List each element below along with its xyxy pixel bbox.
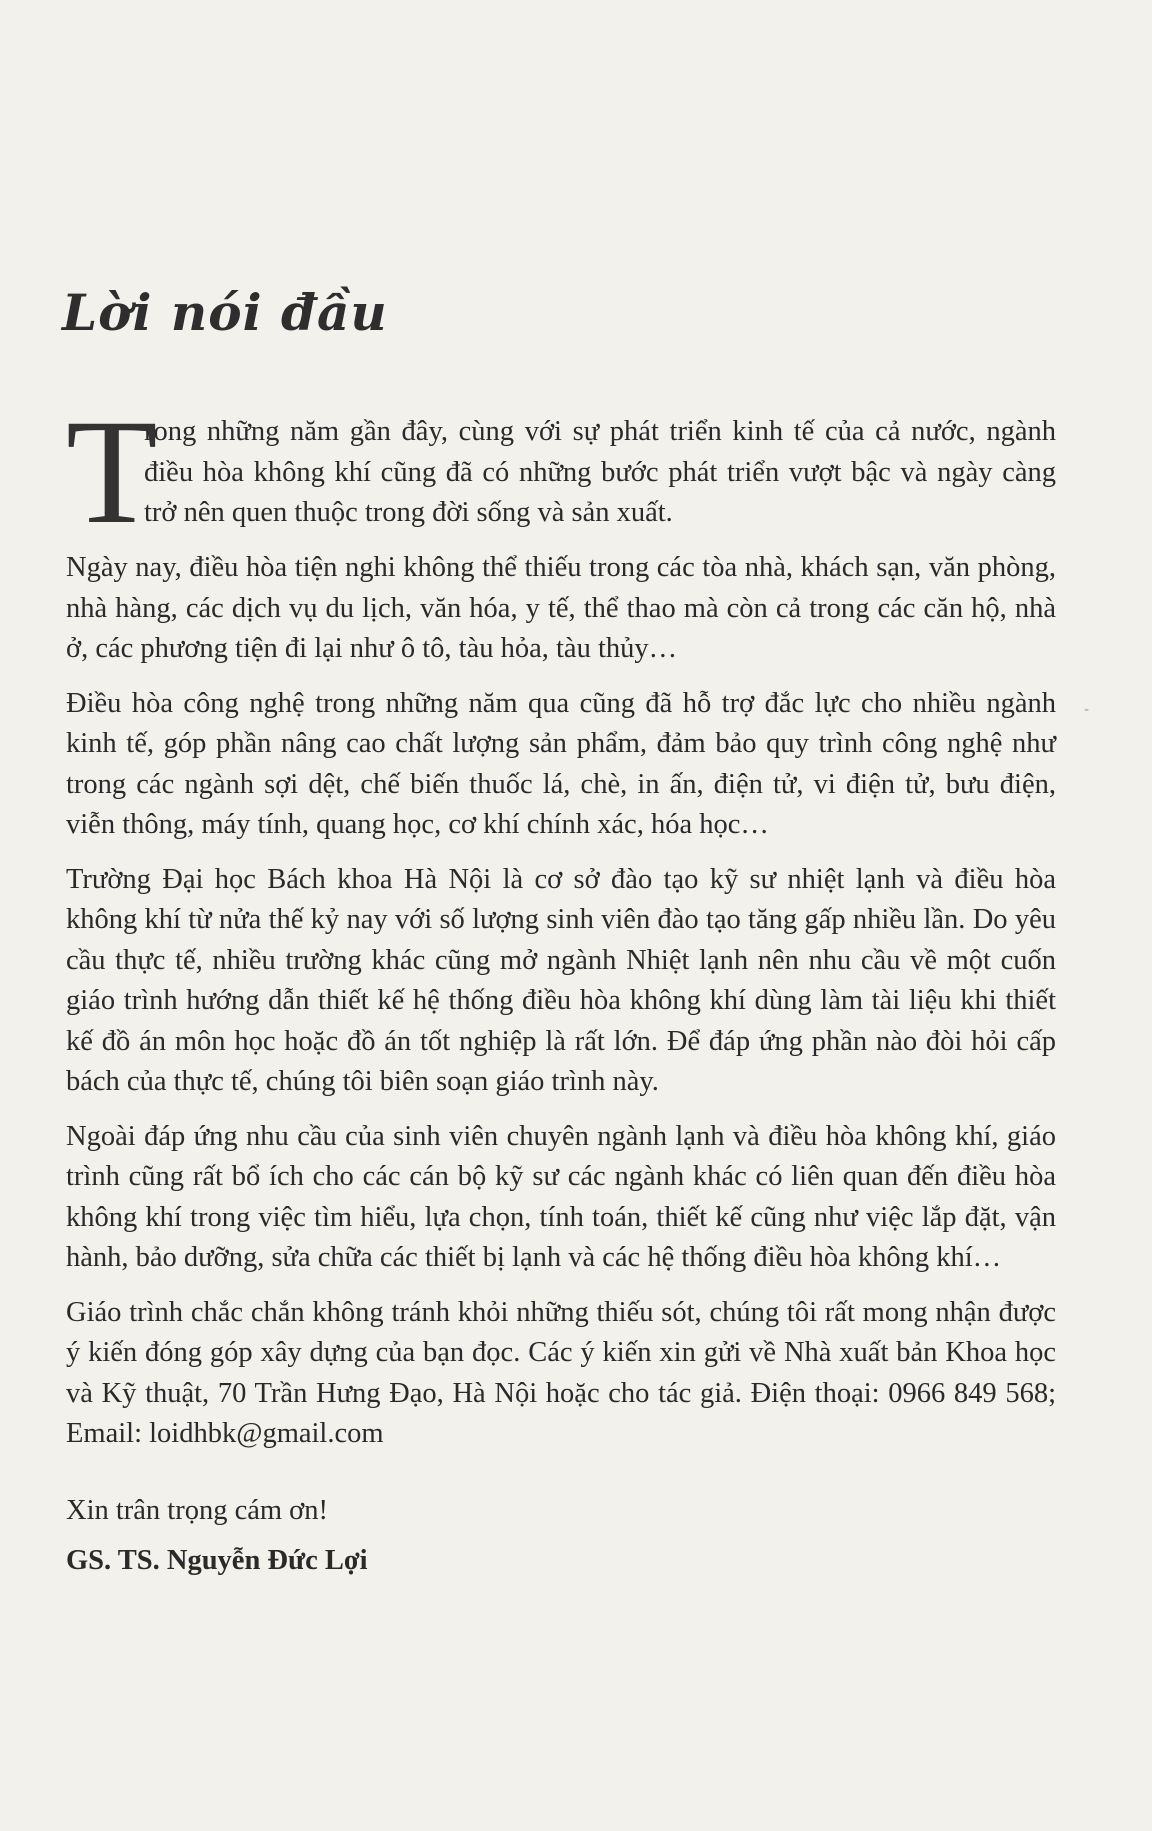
closing-line: Xin trân trọng cám ơn! (66, 1494, 328, 1526)
drop-cap: T (66, 389, 158, 555)
paragraph-feedback: Giáo trình chắc chắn không tránh khỏi những thiếu sót, chúng tôi rất mong nhận được ý kiến đóng góp xây dựng của bạn đọc. Các ý kiến xin gửi về Nhà xuất bản Khoa học và Kỹ thuật, 70 Trần Hưng Đạo, Hà Nội hoặc cho tác giả. Điện thoại: 0966 849 568; Email: loidhbk@gmail.com (66, 1296, 1056, 1449)
body-text (66, 389, 1056, 1582)
paragraph-intro (66, 389, 1056, 555)
page-title: Lời nói đầu (62, 283, 388, 342)
paragraph-audience: Ngoài đáp ứng nhu cầu của sinh viên chuyên ngành lạnh và điều hòa không khí, giáo trình cũng rất bổ ích cho các cán bộ kỹ sư các ngành khác có liên quan đến điều hòa không khí trong việc tìm hiểu, lựa chọn, tính toán, thiết kế cũng như việc lắp đặt, vận hành, bảo dưỡng, sửa chữa các thiết bị lạnh và các hệ thống điều hòa không khí… (66, 1120, 1056, 1273)
paragraph-industrial-ac: Điều hòa công nghệ trong những năm qua cũng đã hỗ trợ đắc lực cho nhiều ngành kinh tế, góp phần nâng cao chất lượng sản phẩm, đảm bảo quy trình công nghệ như trong các ngành sợi dệt, chế biến thuốc lá, chè, in ấn, điện tử, vi điện tử, bưu điện, viễn thông, máy tính, quang học, cơ khí chính xác, hóa học… (66, 687, 1056, 840)
paragraph-university: Trường Đại học Bách khoa Hà Nội là cơ sở đào tạo kỹ sư nhiệt lạnh và điều hòa không khí từ nửa thế kỷ nay với số lượng sinh viên đào tạo tăng gấp nhiều lần. Do yêu cầu thực tế, nhiều trường khác cũng mở ngành Nhiệt lạnh nên nhu cầu về một cuốn giáo trình hướng dẫn thiết kế hệ thống điều hòa không khí dùng làm tài liệu khi thiết kế đồ án môn học hoặc đồ án tốt nghiệp là rất lớn. Để đáp ứng phần nào đòi hỏi cấp bách của thực tế, chúng tôi biên soạn giáo trình này. (66, 863, 1056, 1097)
paragraph-comfort-ac: Ngày nay, điều hòa tiện nghi không thể thiếu trong các tòa nhà, khách sạn, văn phòng, nhà hàng, các dịch vụ du lịch, văn hóa, y tế, thể thao mà còn cả trong các căn hộ, nhà ở, các phương tiện đi lại như ô tô, tàu hỏa, tàu thủy… (66, 552, 1056, 664)
margin-mark: - (1084, 702, 1090, 718)
paragraph-intro-text: rong những năm gần đây, cùng với sự phát triển kinh tế của cả nước, ngành điều hòa không khí cũng đã có những bước phát triển vượt bậc và ngày càng trở nên quen thuộc trong đời sống và sản xuất. (144, 416, 1056, 528)
author-signature: GS. TS. Nguyễn Đức Lợi (66, 1545, 368, 1576)
